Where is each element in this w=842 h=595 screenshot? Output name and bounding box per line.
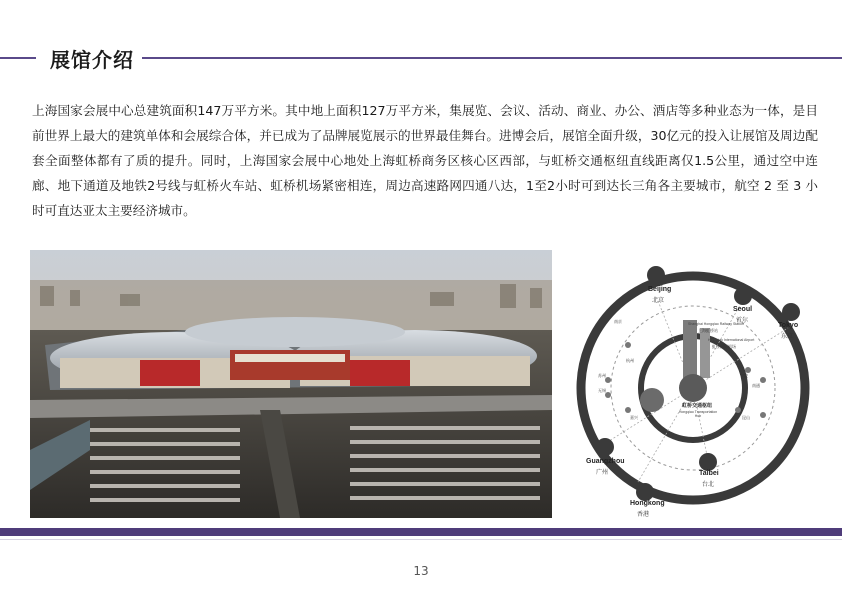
airport-label-en: Hongqiao International Airport [708, 338, 755, 342]
city-guangzhou-cn: 广州 [596, 470, 609, 476]
footer-bar [0, 528, 842, 536]
exhibition-center-photo [30, 250, 552, 518]
airport-label-cn: 虹桥国际机场 [712, 344, 736, 349]
city-seoul-cn: 首尔 [736, 318, 749, 324]
city-taibei-cn: 台北 [702, 482, 715, 488]
intro-paragraph: 上海国家会展中心总建筑面积147万平方米。其中地上面积127万平方米，集展览、会议、活动、商业、办公、酒店等多种业态为一体，是目前世界上最大的建筑单体和会展综合体，并已成为了品牌展览展示的世界最佳舞台。进博会后，展馆全面升级，30亿元的投入让展馆及周边配套全面整体都有了质的提升。同时，上海国家会展中心地处上海虹桥商务区核心区西部，与虹桥交通枢纽直线距离仅1.5公里，通过空中连廊、地下通道及地铁2号线与虹桥火车站、虹桥机场紧密相连，周边高速路网四通八达，1至2小时可到达长三角各主要城市，航空 2 至 3 小时可直达亚太主要经济城市。 [32, 103, 818, 218]
city-seoul-en: Seoul [733, 306, 753, 313]
city-beijing-cn: 北京 [652, 298, 665, 304]
hub-label-cn: 虹桥交通枢纽 [682, 403, 713, 409]
page-number: 13 [413, 564, 429, 578]
city-tokyo-en: Tokyo [778, 322, 799, 329]
hub-label-en: Hongqiao Transportation Hub [678, 410, 718, 418]
page-title: 展馆介绍 [50, 48, 134, 72]
inner-label: 南通 [752, 383, 760, 388]
station-label-en: Shanghai Hongqiao Railway Station [688, 322, 744, 326]
transport-map [568, 250, 818, 520]
inner-label: 南京 [614, 319, 622, 324]
city-taibei-en: Taibei [699, 470, 719, 477]
inner-label: 嘉兴 [630, 415, 638, 420]
inner-label: 昆山 [742, 415, 750, 420]
city-beijing-en: Beijing [648, 286, 672, 293]
city-tokyo-cn: 东京 [781, 334, 794, 340]
station-label-cn: 上海虹桥站 [698, 328, 718, 333]
inner-label: 无锡 [598, 388, 606, 393]
footer-divider [0, 539, 842, 540]
inner-label: 宁波 [740, 373, 748, 378]
inner-label: 苏州 [598, 373, 606, 378]
inner-label: 杭州 [626, 358, 634, 363]
city-hongkong-en: Hongkong [630, 500, 665, 507]
city-hongkong-cn: 香港 [637, 512, 650, 518]
title-rule-left [0, 57, 36, 59]
title-rule-right [142, 57, 842, 59]
city-guangzhou-en: Guangzhou [586, 458, 625, 465]
